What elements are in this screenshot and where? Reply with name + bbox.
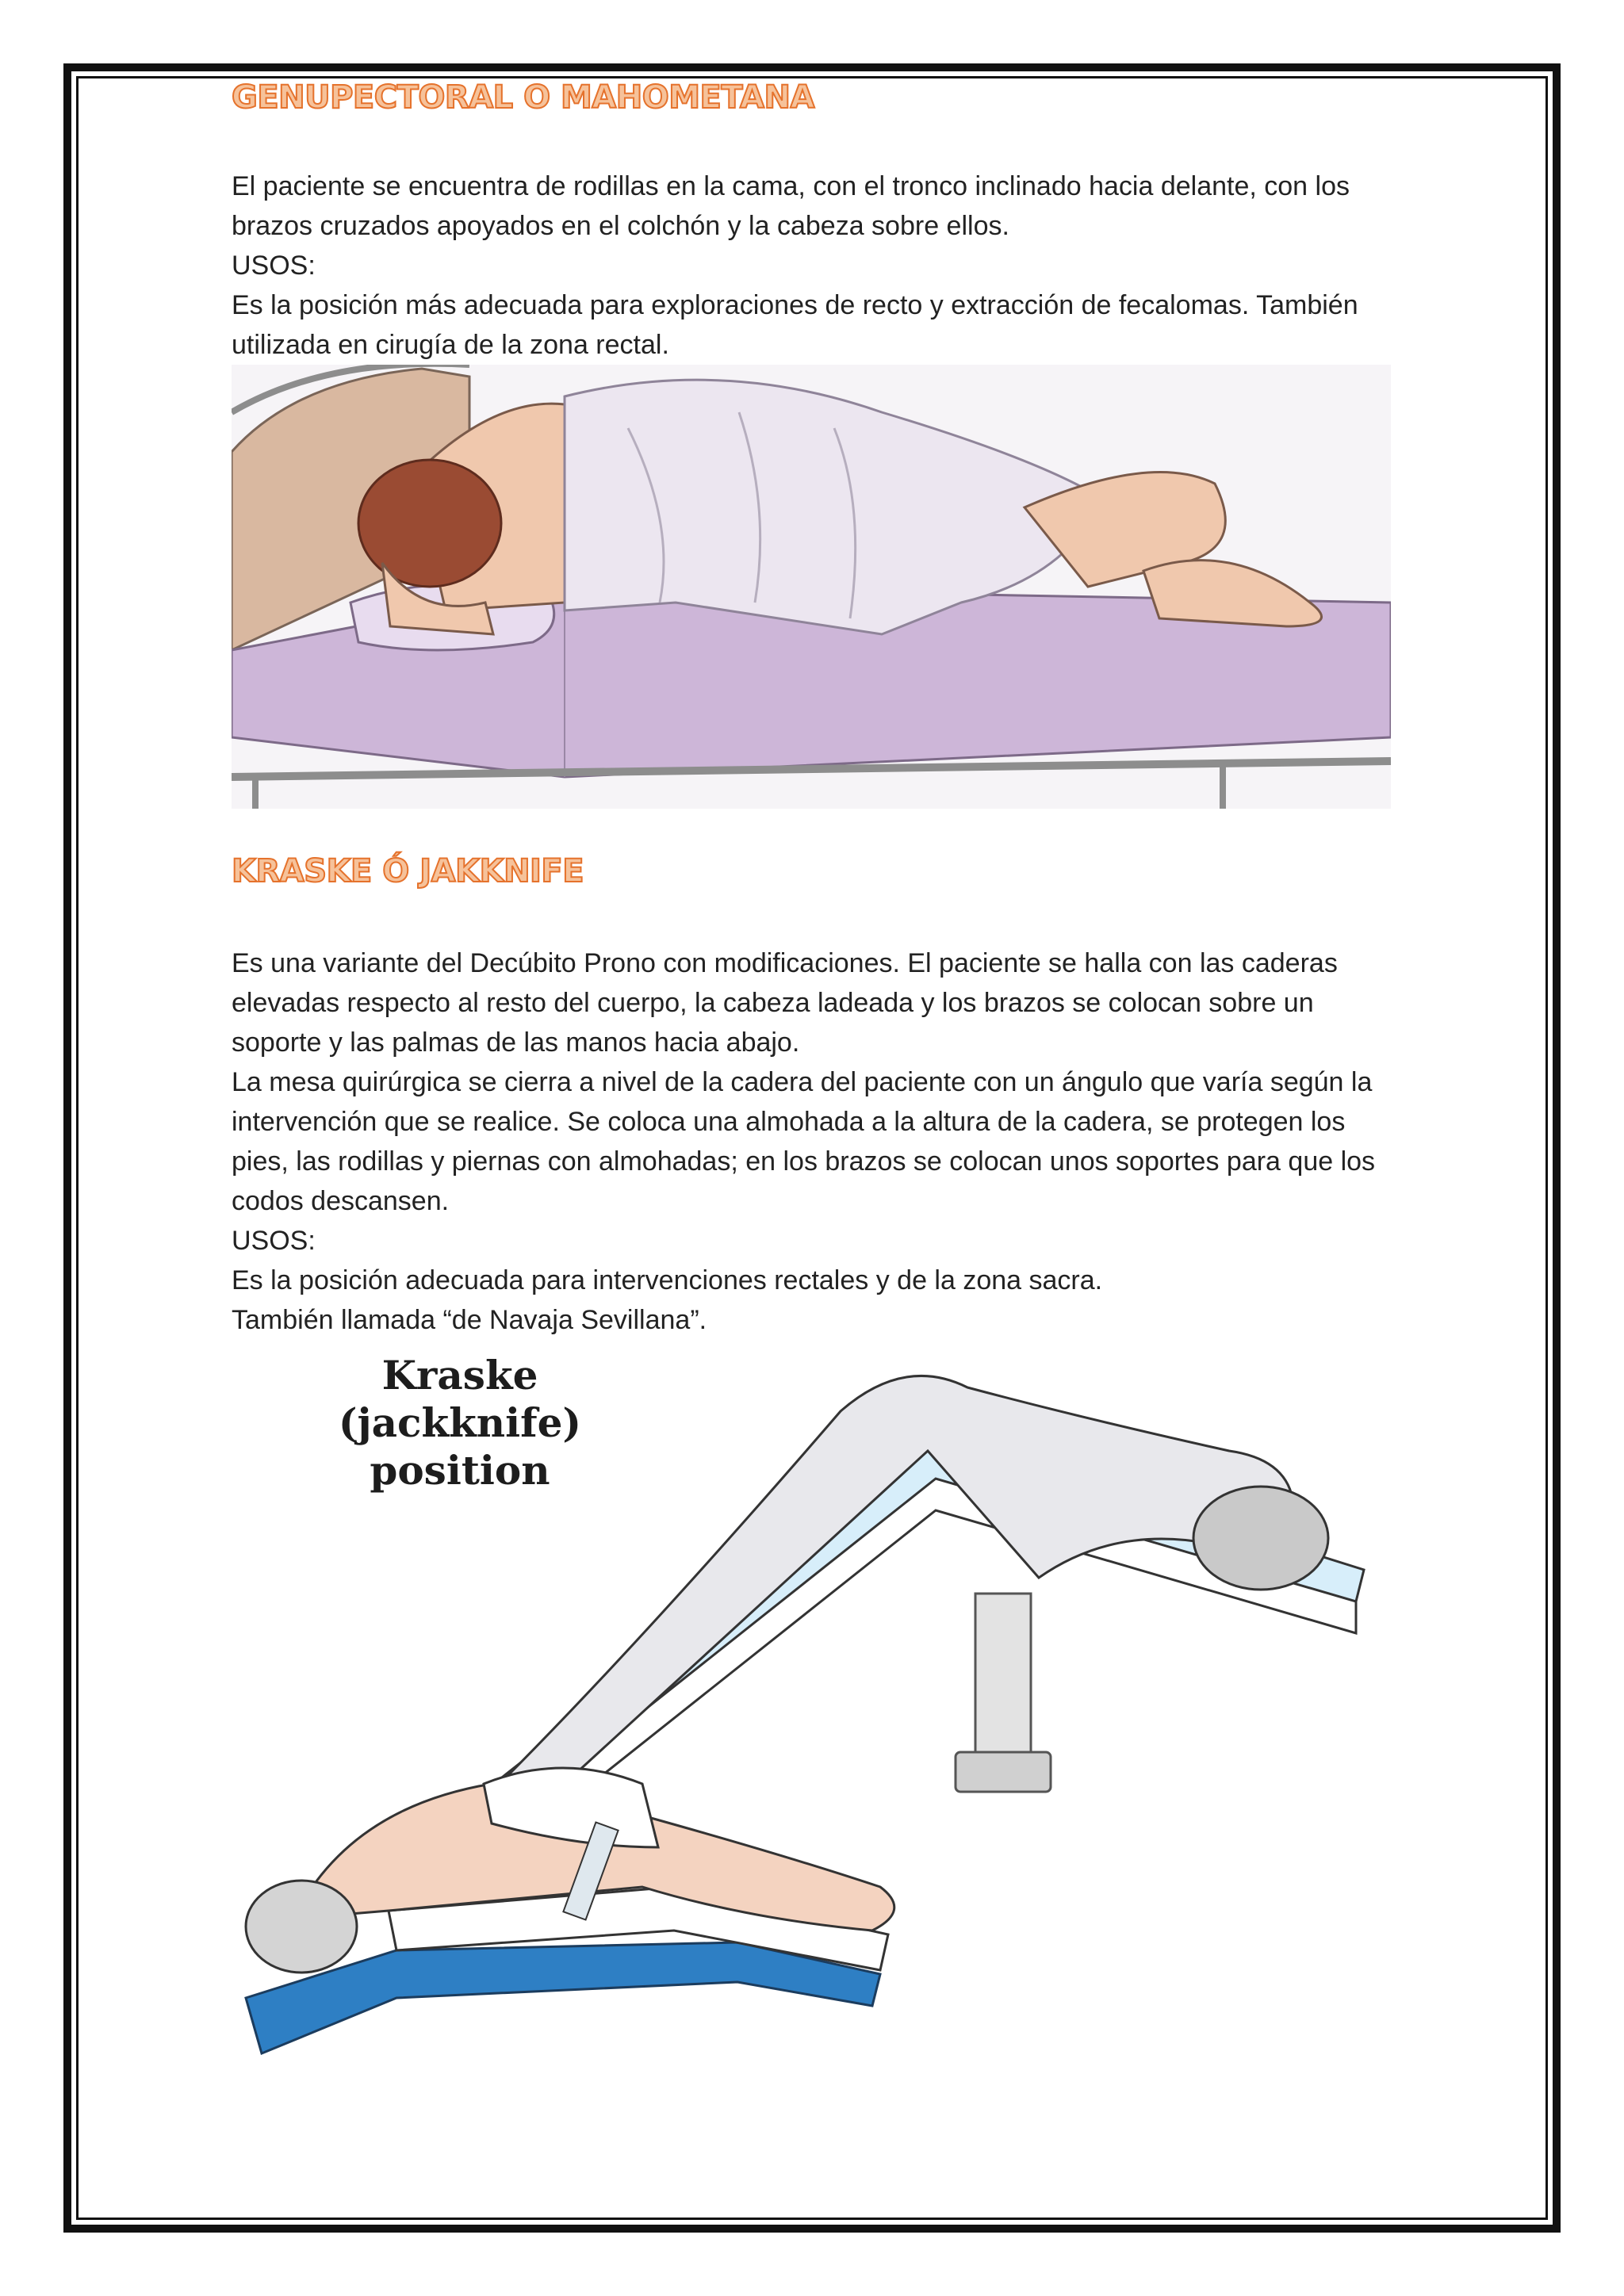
usos-label: USOS: <box>232 1226 316 1256</box>
figure-title-line-1: Kraske <box>381 1352 538 1399</box>
section-heading-kraske: KRASKE Ó JAKKNIFE <box>232 853 584 890</box>
patient-head-top <box>1193 1487 1328 1590</box>
section-text-kraske <box>232 943 1389 1340</box>
table-pedestal <box>975 1594 1031 1776</box>
patient-head-gray <box>246 1881 357 1973</box>
patient-head <box>358 460 501 587</box>
genupectoral-illustration <box>232 365 1391 809</box>
figure-title-line-2: (jackknife) <box>338 1399 582 1446</box>
table-base <box>956 1752 1051 1792</box>
patient-body <box>500 1376 1293 1800</box>
kraske-illustration <box>230 1340 1404 2085</box>
usos-label: USOS: <box>232 251 316 281</box>
paragraph: También llamada “de Navaja Sevillana”. <box>232 1305 707 1335</box>
figure-title-line-3: position <box>370 1447 550 1494</box>
section-heading-genupectoral: GENUPECTORAL O MAHOMETANA <box>232 79 814 116</box>
paragraph: Es una variante del Decúbito Prono con modificaciones. El paciente se halla con las caderas elevadas respecto al resto del cuerpo, la cabeza ladeada y los brazos se colocan sobre un soporte y las palmas de las manos hacia abajo. <box>232 948 1338 1058</box>
section-text-genupectoral <box>232 166 1389 365</box>
paragraph: El paciente se encuentra de rodillas en la cama, con el tronco inclinado hacia delante, con los brazos cruzados apoyados en el colchón y la cabeza sobre ellos. <box>232 171 1350 241</box>
paragraph: La mesa quirúrgica se cierra a nivel de la cadera del paciente con un ángulo que varía según la intervención que se realice. Se coloca una almohada a la altura de la cadera, se protegen los pies, las rodillas y piernas con almohadas; en los brazos se colocan unos soportes para que los codos descansen. <box>232 1067 1376 1216</box>
paragraph: Es la posición adecuada para intervenciones rectales y de la zona sacra. <box>232 1265 1103 1295</box>
paragraph: Es la posición más adecuada para exploraciones de recto y extracción de fecalomas. También utilizada en cirugía de la zona rectal. <box>232 290 1358 360</box>
